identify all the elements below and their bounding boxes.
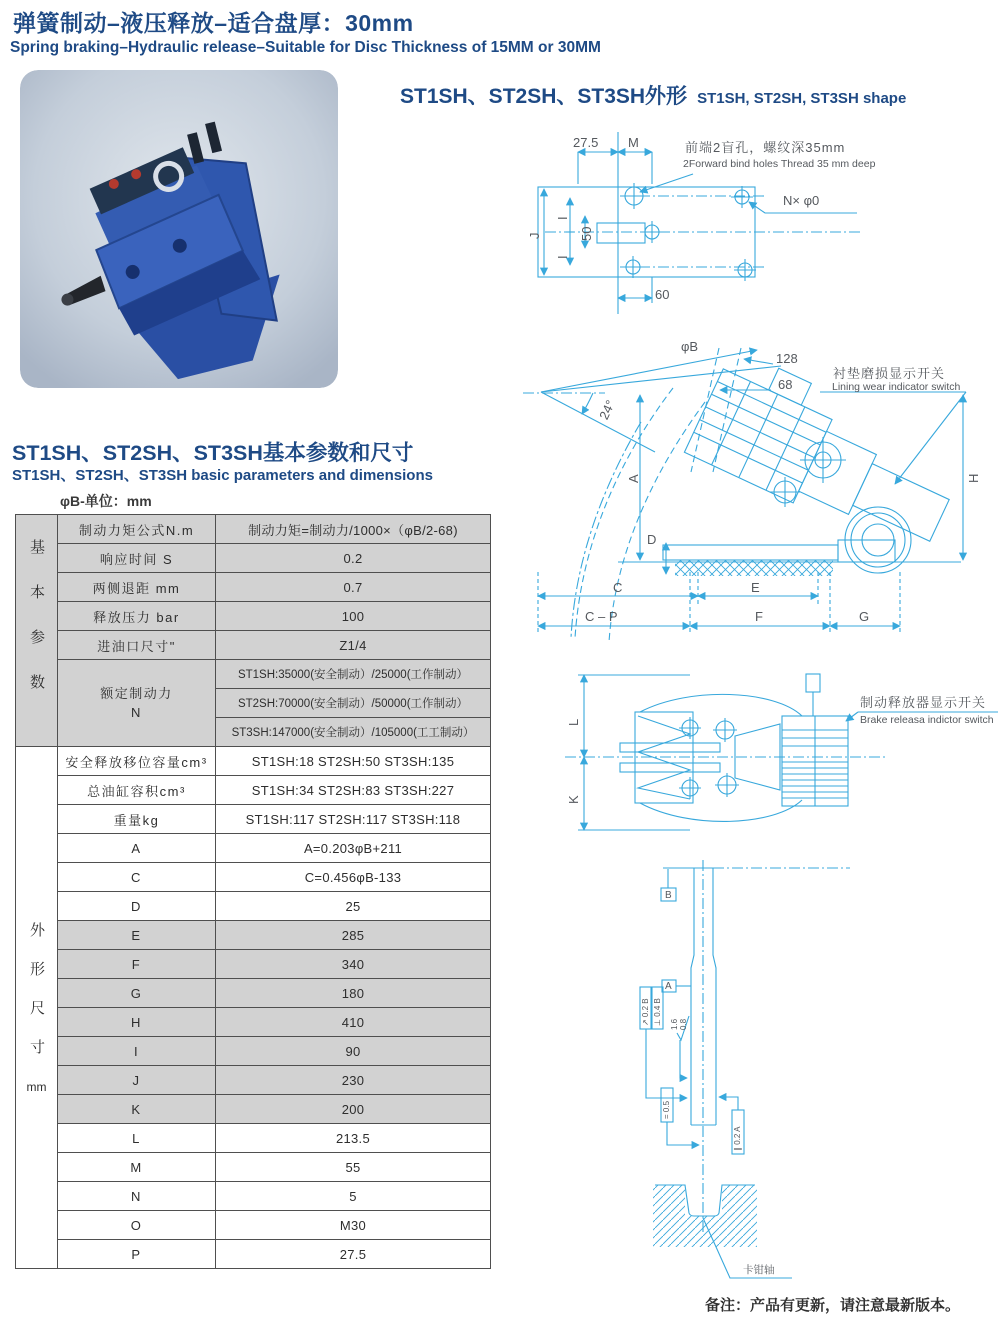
wear-switch-label-cn: 衬垫磨损显示开关 bbox=[833, 366, 946, 381]
dim-d: D bbox=[647, 532, 657, 547]
table-row bbox=[16, 863, 491, 892]
row-value: ST1SH:117 ST2SH:117 ST3SH:118 bbox=[216, 805, 491, 834]
table-row bbox=[16, 515, 491, 544]
dim-i-upper: I bbox=[555, 216, 570, 220]
perpendicularity-frame: ⊥ 0.4 B bbox=[653, 998, 662, 1026]
row-label: 重量kg bbox=[58, 805, 216, 834]
row-label: 释放压力 bar bbox=[58, 602, 216, 631]
datum-a-label: A bbox=[665, 981, 672, 992]
table-row bbox=[16, 979, 491, 1008]
row-value: Z1/4 bbox=[216, 631, 491, 660]
row-value: 100 bbox=[216, 602, 491, 631]
release-switch-label-cn: 制动释放器显示开关 bbox=[860, 695, 987, 710]
table-row bbox=[16, 1182, 491, 1211]
row-value: ST1SH:18 ST2SH:50 ST3SH:135 bbox=[216, 747, 491, 776]
rated-force-label bbox=[58, 660, 216, 747]
row-label: N bbox=[58, 1182, 216, 1211]
dim-68: 68 bbox=[778, 377, 793, 392]
dim-l: L bbox=[566, 718, 581, 726]
table-row bbox=[16, 1240, 491, 1269]
row-value: 90 bbox=[216, 1037, 491, 1066]
group-dims-unit: mm bbox=[26, 1079, 47, 1094]
table-row bbox=[16, 1095, 491, 1124]
table-row bbox=[16, 834, 491, 863]
group-basic-params bbox=[16, 515, 58, 747]
row-value: C=0.456φB-133 bbox=[216, 863, 491, 892]
row-value: 制动力矩=制动力/1000×（φB/2-68) bbox=[216, 515, 491, 544]
table-row bbox=[16, 631, 491, 660]
row-value: A=0.203φB+211 bbox=[216, 834, 491, 863]
row-value: 230 bbox=[216, 1066, 491, 1095]
row-label: C bbox=[58, 863, 216, 892]
blind-hole-note-en: 2Forward bind holes Thread 35 mm deep bbox=[683, 158, 876, 170]
runout-frame: ↗ 0.2 B bbox=[641, 998, 650, 1026]
holes-count-label: N× φ0 bbox=[783, 193, 820, 208]
unit-note: φB-单位：mm bbox=[60, 493, 152, 509]
roughness-0-8: 0.8 bbox=[679, 1018, 688, 1030]
group-dimensions bbox=[16, 747, 58, 1269]
table-row bbox=[16, 1037, 491, 1066]
dim-angle-24: 24° bbox=[596, 397, 619, 422]
row-value: 213.5 bbox=[216, 1124, 491, 1153]
params-heading-cn: ST1SH、ST2SH、ST3SH基本参数和尺寸 bbox=[12, 441, 414, 465]
row-label: 安全释放移位容量cm³ bbox=[58, 747, 216, 776]
release-switch-label-en: Brake releasa indictor switch bbox=[860, 714, 994, 726]
dim-k: K bbox=[566, 795, 581, 804]
wear-switch-label-en: Lining wear indicator switch bbox=[832, 381, 961, 393]
dim-e: E bbox=[751, 580, 760, 595]
row-label: H bbox=[58, 1008, 216, 1037]
row-label: J bbox=[58, 1066, 216, 1095]
row-value: 180 bbox=[216, 979, 491, 1008]
parameters-table bbox=[15, 514, 491, 1269]
caliper-top-geometry bbox=[540, 658, 1000, 865]
table-row bbox=[16, 776, 491, 805]
row-label: L bbox=[58, 1124, 216, 1153]
dim-c-minus-p: C – P bbox=[585, 609, 618, 624]
row-value: ST1SH:35000(安全制动）/25000(工作制动） bbox=[216, 660, 491, 689]
row-label: E bbox=[58, 921, 216, 950]
table-row bbox=[16, 660, 491, 689]
dim-60: 60 bbox=[655, 287, 670, 302]
row-value: 0.7 bbox=[216, 573, 491, 602]
params-heading-en: ST1SH、ST2SH、ST3SH basic parameters and dimensions bbox=[12, 467, 433, 484]
dim-a: A bbox=[626, 474, 641, 483]
row-label: K bbox=[58, 1095, 216, 1124]
row-label: D bbox=[58, 892, 216, 921]
rated-force-label-cn: 额定制动力 bbox=[100, 685, 173, 701]
dim-27-5: 27.5 bbox=[573, 135, 599, 150]
symmetry-frame: = 0.5 bbox=[662, 1100, 671, 1119]
row-value: M30 bbox=[216, 1211, 491, 1240]
drawing-mounting-plate bbox=[525, 128, 1000, 320]
product-photo bbox=[20, 70, 338, 388]
table-row bbox=[16, 1153, 491, 1182]
page-subtitle: Spring braking–Hydraulic release–Suitable for Disc Thickness of 15MM or 30MM bbox=[10, 39, 601, 56]
caliper-shaft-label: 卡钳轴 bbox=[743, 1264, 775, 1276]
table-row bbox=[16, 573, 491, 602]
page-title: 弹簧制动–液压释放–适合盘厚：30mm bbox=[13, 10, 414, 36]
dim-f: F bbox=[755, 609, 763, 624]
table-row bbox=[16, 544, 491, 573]
row-label: F bbox=[58, 950, 216, 979]
row-value: 5 bbox=[216, 1182, 491, 1211]
row-label: P bbox=[58, 1240, 216, 1269]
row-label: 进油口尺寸" bbox=[58, 631, 216, 660]
roughness-1-6: 1.6 bbox=[670, 1018, 679, 1030]
dim-128: 128 bbox=[776, 351, 798, 366]
table-row bbox=[16, 805, 491, 834]
table-row bbox=[16, 1008, 491, 1037]
dim-h: H bbox=[966, 473, 981, 483]
table-row bbox=[16, 747, 491, 776]
table-row bbox=[16, 950, 491, 979]
table-row bbox=[16, 921, 491, 950]
row-value: 285 bbox=[216, 921, 491, 950]
dim-c: C bbox=[613, 580, 623, 595]
rated-force-unit: N bbox=[131, 705, 142, 720]
shape-heading-cn: ST1SH、ST2SH、ST3SH外形 bbox=[400, 85, 688, 108]
drawing-caliper-shaft bbox=[615, 860, 1000, 1307]
mounting-plate-geometry bbox=[525, 128, 1000, 320]
table-row bbox=[16, 1211, 491, 1240]
table-row bbox=[16, 1066, 491, 1095]
brake-illustration bbox=[20, 70, 338, 388]
drawing-caliper-side bbox=[523, 340, 1000, 652]
dim-phi-b: φB bbox=[681, 339, 699, 354]
dim-m: M bbox=[628, 135, 639, 150]
datum-b-label: B bbox=[665, 890, 672, 901]
caliper-shaft-geometry bbox=[615, 860, 1000, 1307]
dim-j: J bbox=[527, 232, 542, 239]
footer-note: 备注：产品有更新，请注意最新版本。 bbox=[705, 1297, 961, 1314]
drawing-caliper-top bbox=[540, 658, 1000, 865]
dim-i-lower: I bbox=[555, 255, 570, 259]
row-label: 总油缸容积cm³ bbox=[58, 776, 216, 805]
row-label: 响应时间 S bbox=[58, 544, 216, 573]
parallelism-frame: ∥ 0.2 A bbox=[733, 1126, 742, 1151]
row-value: 200 bbox=[216, 1095, 491, 1124]
row-value: 0.2 bbox=[216, 544, 491, 573]
row-label: A bbox=[58, 834, 216, 863]
row-label: M bbox=[58, 1153, 216, 1182]
shape-section-heading bbox=[400, 80, 906, 110]
shape-heading-en: ST1SH, ST2SH, ST3SH shape bbox=[697, 90, 907, 107]
row-label: I bbox=[58, 1037, 216, 1066]
row-label: O bbox=[58, 1211, 216, 1240]
dim-50: 50 bbox=[579, 226, 594, 241]
row-label: 两侧退距 mm bbox=[58, 573, 216, 602]
row-value: 25 bbox=[216, 892, 491, 921]
blind-hole-note-cn: 前端2盲孔，螺纹深35mm bbox=[685, 140, 846, 155]
group-basic-label: 基本参数 bbox=[28, 539, 45, 719]
row-value: 410 bbox=[216, 1008, 491, 1037]
row-value: 27.5 bbox=[216, 1240, 491, 1269]
table-row bbox=[16, 602, 491, 631]
table-row bbox=[16, 1124, 491, 1153]
dim-g: G bbox=[859, 609, 870, 624]
row-value: ST2SH:70000(安全制动）/50000(工作制动） bbox=[216, 689, 491, 718]
row-label: G bbox=[58, 979, 216, 1008]
row-label: 制动力矩公式N.m bbox=[58, 515, 216, 544]
group-dims-label: 外形尺寸 bbox=[28, 921, 45, 1078]
row-value: ST1SH:34 ST2SH:83 ST3SH:227 bbox=[216, 776, 491, 805]
row-value: 55 bbox=[216, 1153, 491, 1182]
row-value: ST3SH:147000(安全制动）/105000(工工制动） bbox=[216, 718, 491, 747]
table-row bbox=[16, 892, 491, 921]
row-value: 340 bbox=[216, 950, 491, 979]
